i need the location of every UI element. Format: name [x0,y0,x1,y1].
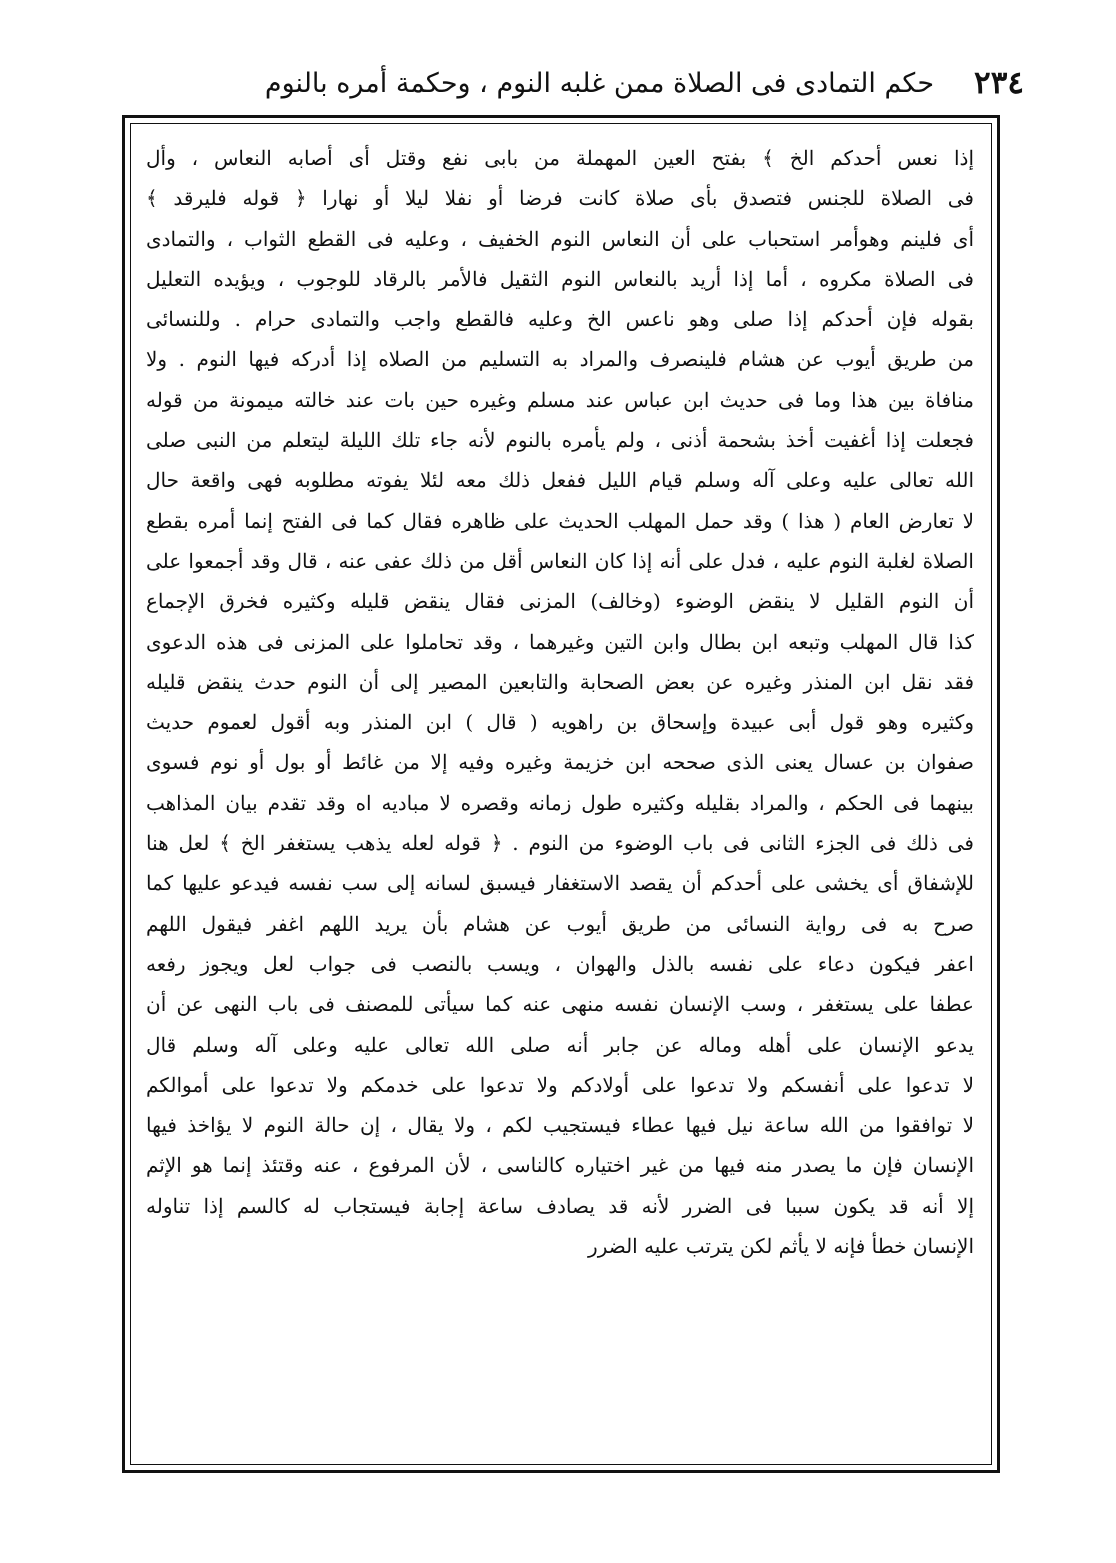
text-line: أى فلينم وهوأمر استحباب على أن النعاس النوم الخفيف ، وعليه فى القطع الثواب ، والتمادى [146,226,974,251]
page-number: ٢٣٤ [974,65,1024,101]
text-line: إلا أنه قد يكون سببا فى الضرر لأنه قد يصادف ساعة إجابة فيستجاب له كالسم إذا تناوله [146,1193,974,1218]
text-line: منافاة بين هذا وما فى حديث ابن عباس عند مسلم وغيره حين بات عند خالته ميمونة من قوله [146,387,974,412]
text-line: الإنسان فإن ما يصدر منه فيها من غير اختياره كالناسى ، لأن المرفوع ، عنه وقتئذ إنما هو الإثم [146,1153,974,1178]
running-title: حكم التمادى فى الصلاة ممن غلبه النوم ، وحكمة أمره بالنوم [264,67,935,99]
text-line: فى الصلاة مكروه ، أما إذا أريد بالنعاس النوم الثقيل فالأمر بالرقاد للوجوب ، ويؤيده التعليل [146,266,974,291]
text-line: بينهما فى الحكم ، والمراد بقليله وكثيره طول زمانه وقصره لا مباديه اه وقد تقدم بيان المذاهب [146,790,974,815]
text-line: لا تعارض العام ( هذا ) وقد حمل المهلب الحديث على ظاهره فقال كما فى الفتح إنما أمره بقطع [146,508,974,533]
text-line: فى ذلك فى الجزء الثانى فى باب الوضوء من النوم . ﴿ قوله لعله يذهب يستغفر الخ ﴾ لعل هنا [146,831,974,856]
text-line: لا تدعوا على أنفسكم ولا تدعوا على أولادكم ولا تدعوا على خدمكم ولا تدعوا على أموالكم [146,1072,974,1097]
text-line: فجعلت إذا أغفيت أخذ بشحمة أذنى ، ولم يأمره بالنوم لأنه جاء تلك الليلة ليتعلم من النبى صلى [146,428,974,453]
text-line: لا توافقوا من الله ساعة نيل فيها عطاء فيستجيب لكم ، ولا يقال ، إن حالة النوم لا يؤاخذ فيها [146,1113,974,1138]
text-line: صفوان بن عسال يعنى الذى صححه ابن خزيمة وغيره وفيه إلا من غائط أو بول أو نوم فسوى [146,750,974,775]
text-line: كذا قال المهلب وتبعه ابن بطال وابن التين وغيرهما ، وقد تحاملوا على المزنى فى هذه الدعوى [146,629,974,654]
text-line: من طريق أيوب عن هشام فلينصرف والمراد به التسليم من الصلاه إذا أدركه فيها النوم . ولا [146,347,974,372]
text-line: يدعو الإنسان على أهله وماله عن جابر أنه صلى الله تعالى عليه وعلى آله وسلم قال [146,1032,974,1057]
commentary-body [146,138,974,1266]
text-line: الصلاة لغلبة النوم عليه ، فدل على أنه إذا كان النعاس أقل من ذلك عفى عنه ، قال وقد أجمعوا على [146,548,974,573]
text-line: فقد نقل ابن المنذر وغيره عن بعض الصحابة والتابعين المصير إلى أن النوم حدث ينقض قليله [146,669,974,694]
text-line: فى الصلاة للجنس فتصدق بأى صلاة كانت فرضا أو نفلا ليلا أو نهارا ﴿ قوله فليرقد ﴾ [146,186,974,211]
text-line: الله تعالى عليه وعلى آله وسلم قيام الليل ففعل ذلك معه لئلا يفوته مطلوبه فهى واقعة حال [146,468,974,493]
text-line: بقوله فإن أحدكم إذا صلى وهو ناعس الخ وعليه فالقطع واجب والتمادى حرام . وللنسائى [146,307,974,332]
text-line-last: الإنسان خطأ فإنه لا يأثم لكن يترتب عليه الضرر [588,1234,974,1259]
text-line: إذا نعس أحدكم الخ ﴾ بفتح العين المهملة من بابى نفع وقتل أى أصابه النعاس ، وأل [146,146,974,170]
text-line: اعفر فيكون دعاء على نفسه بالذل والهوان ، ويسب بالنصب فى جواب لعل ويجوز رفعه [146,951,974,976]
text-line: وكثيره وهو قول أبى عبيدة وإسحاق بن راهويه ( قال ) ابن المنذر وبه أقول لعموم حديث [146,710,974,735]
text-line: صرح به فى رواية النسائى من طريق أيوب عن هشام بأن يريد اللهم اغفر فيقول اللهم [146,911,974,936]
page-header [264,58,1024,108]
text-line: للإشفاق أى يخشى على أحدكم أن يقصد الاستغفار فيسبق لسانه إلى سب نفسه فيدعو عليها كما [146,871,974,896]
text-line: أن النوم القليل لا ينقض الوضوء (وخالف) المزنى فقال ينقض قليله وكثيره فخرق الإجماع [146,589,974,614]
text-line: عطفا على يستغفر ، وسب الإنسان نفسه منهى عنه كما سيأتى للمصنف فى باب النهى عن أن [146,992,974,1017]
